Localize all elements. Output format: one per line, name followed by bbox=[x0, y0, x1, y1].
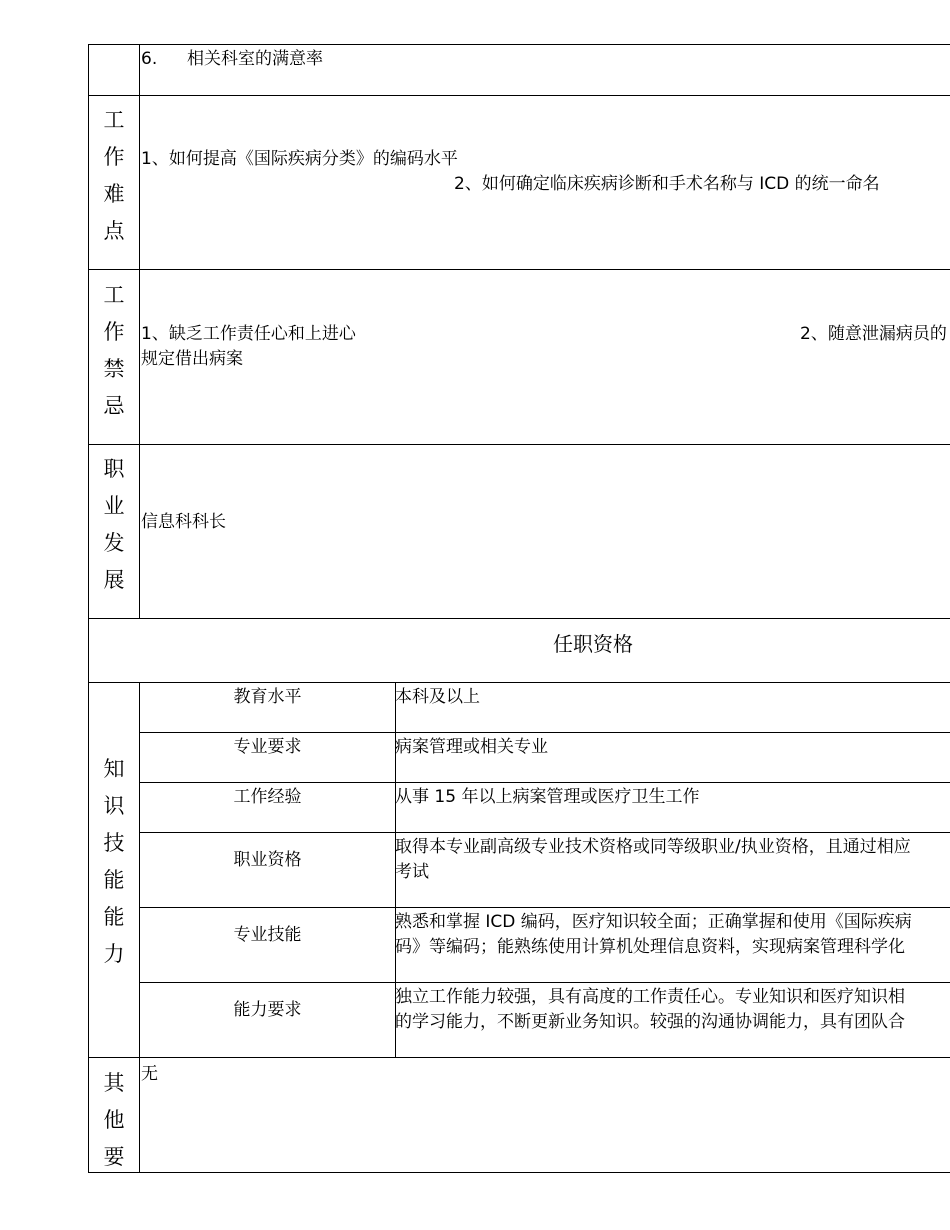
taboo-item-2: 2、随意泄漏病员的 bbox=[800, 324, 947, 344]
rule bbox=[88, 444, 950, 445]
rule bbox=[88, 618, 950, 619]
rule bbox=[88, 44, 950, 45]
career-label: 职 业 发 展 bbox=[103, 457, 125, 592]
prev-item-number: 6. bbox=[141, 49, 158, 69]
qualification-name-major: 专业要求 bbox=[233, 737, 302, 757]
difficulties-label: 工 作 难 点 bbox=[103, 108, 125, 243]
rule bbox=[88, 1057, 950, 1058]
qualification-name-ability: 能力要求 bbox=[233, 1000, 302, 1020]
qualifications-label: 知 识 技 能 能 力 bbox=[103, 757, 125, 966]
difficulty-item-1: 1、如何提高《国际疾病分类》的编码水平 bbox=[141, 149, 458, 169]
rule bbox=[139, 907, 950, 908]
qualification-name-certification: 职业资格 bbox=[233, 850, 302, 870]
career-path-text: 信息科科长 bbox=[141, 512, 226, 532]
qualification-value-certification-line: 考试 bbox=[395, 862, 429, 882]
rule bbox=[88, 95, 950, 96]
qualification-value-education: 本科及以上 bbox=[395, 687, 480, 707]
qualification-value-experience: 从事 15 年以上病案管理或医疗卫生工作 bbox=[395, 787, 700, 807]
taboo-item-2-continued: 规定借出病案 bbox=[141, 349, 243, 369]
qualification-value-skills-line: 熟悉和掌握 ICD 编码，医疗知识较全面；正确掌握和使用《国际疾病 bbox=[395, 912, 912, 932]
rule bbox=[139, 832, 950, 833]
qualification-name-education: 教育水平 bbox=[233, 687, 302, 707]
qualification-value-ability-line: 的学习能力，不断更新业务知识。较强的沟通协调能力，具有团队合 bbox=[395, 1012, 905, 1032]
rule bbox=[139, 732, 950, 733]
difficulty-item-2: 2、如何确定临床疾病诊断和手术名称与 ICD 的统一命名 bbox=[454, 174, 880, 194]
qualifications-heading: 任职资格 bbox=[553, 632, 633, 656]
qualification-value-certification-line: 取得本专业副高级专业技术资格或同等级职业/执业资格，且通过相应 bbox=[395, 837, 911, 857]
rule bbox=[139, 782, 950, 783]
qualification-value-major: 病案管理或相关专业 bbox=[395, 737, 548, 757]
prev-item-text: 相关科室的满意率 bbox=[187, 49, 323, 69]
taboos-label: 工 作 禁 忌 bbox=[103, 283, 125, 418]
qualification-value-skills-line: 码》等编码；能熟练使用计算机处理信息资料，实现病案管理科学化 bbox=[395, 937, 905, 957]
other-requirements-label: 其 他 要 bbox=[103, 1071, 125, 1169]
taboo-item-1: 1、缺乏工作责任心和上进心 bbox=[141, 324, 356, 344]
rule bbox=[139, 982, 950, 983]
rule bbox=[88, 1172, 950, 1173]
rule bbox=[88, 682, 950, 683]
qualification-name-skills: 专业技能 bbox=[233, 925, 302, 945]
other-requirements-text: 无 bbox=[141, 1064, 158, 1084]
rule bbox=[88, 269, 950, 270]
qualification-name-experience: 工作经验 bbox=[233, 787, 302, 807]
rule bbox=[139, 44, 140, 619]
qualification-value-ability-line: 独立工作能力较强，具有高度的工作责任心。专业知识和医疗知识相 bbox=[395, 987, 905, 1007]
